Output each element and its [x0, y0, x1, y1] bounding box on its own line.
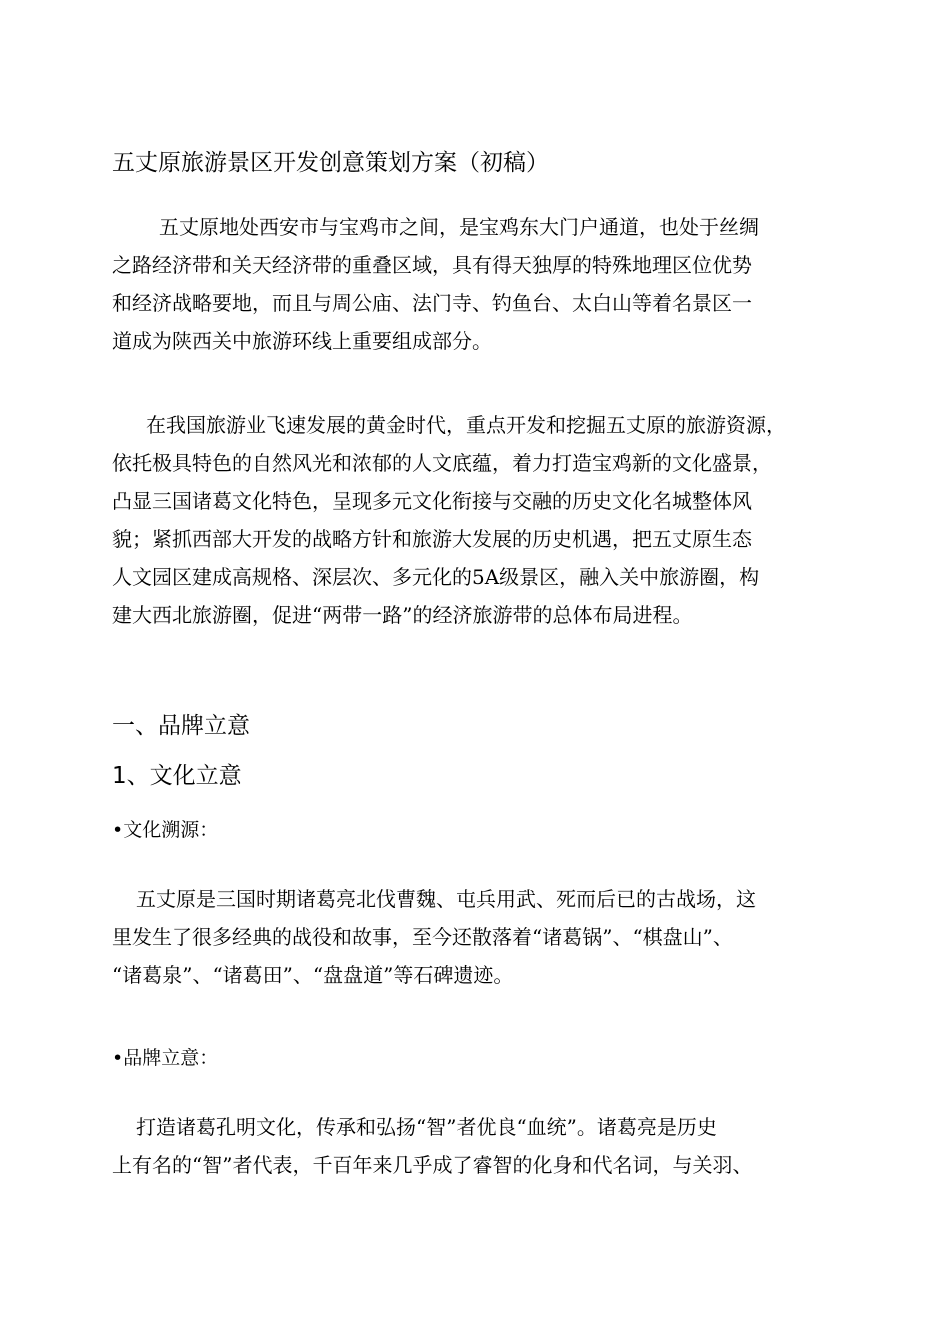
paragraph-line: 打造诸葛孔明文化，传承和弘扬“智”者优良“血统”。诸葛亮是历史: [136, 1115, 717, 1139]
paragraph-line: 上有名的“智”者代表，千百年来几乎成了睿智的化身和代名词，与关羽、: [112, 1153, 753, 1177]
paragraph-intro: [112, 208, 852, 360]
paragraph-line: 之路经济带和关天经济带的重叠区域，具有得天独厚的特殊地理区位优势: [112, 253, 752, 277]
bullet-brand-concept: •品牌立意：: [112, 1047, 219, 1069]
paragraph-history: [112, 880, 852, 994]
paragraph-line: 依托极具特色的自然风光和浓郁的人文底蕴，着力打造宝鸡新的文化盛景，: [112, 451, 772, 475]
paragraph-line: 人文园区建成高规格、深层次、多元化的5A级景区，融入关中旅游圈，构: [112, 565, 760, 589]
subsection-heading: 1、文化立意: [112, 763, 242, 789]
paragraph-line: 五丈原地处西安市与宝鸡市之间，是宝鸡东大门户通道，也处于丝绸: [159, 215, 759, 239]
bullet-culture-origin: •文化溯源：: [112, 819, 219, 841]
paragraph-line: 凸显三国诸葛文化特色，呈现多元文化衔接与交融的历史文化名城整体风: [112, 489, 752, 513]
section-heading: 一、品牌立意: [112, 713, 250, 739]
paragraph-line: 里发生了很多经典的战役和故事，至今还散落着“诸葛锅”、“棋盘山”、: [112, 925, 733, 949]
paragraph-line: 建大西北旅游圈，促进“两带一路”的经济旅游带的总体布局进程。: [112, 603, 693, 627]
paragraph-line: 五丈原是三国时期诸葛亮北伐曹魏、屯兵用武、死而后已的古战场，这: [136, 887, 756, 911]
paragraph-line: 貌；紧抓西部大开发的战略方针和旅游大发展的历史机遇，把五丈原生态: [112, 527, 752, 551]
document-title: 五丈原旅游景区开发创意策划方案（初稿）: [112, 150, 549, 176]
paragraph-line: 在我国旅游业飞速发展的黄金时代，重点开发和挖掘五丈原的旅游资源，: [146, 413, 786, 437]
paragraph-line: 和经济战略要地，而且与周公庙、法门寺、钓鱼台、太白山等着名景区一: [112, 291, 752, 315]
paragraph-line: “诸葛泉”、“诸葛田”、“盘盘道”等石碑遗迹。: [112, 963, 514, 987]
paragraph-line: 道成为陕西关中旅游环线上重要组成部分。: [112, 329, 492, 353]
paragraph-development: [112, 406, 852, 634]
paragraph-brand: [112, 1108, 852, 1184]
